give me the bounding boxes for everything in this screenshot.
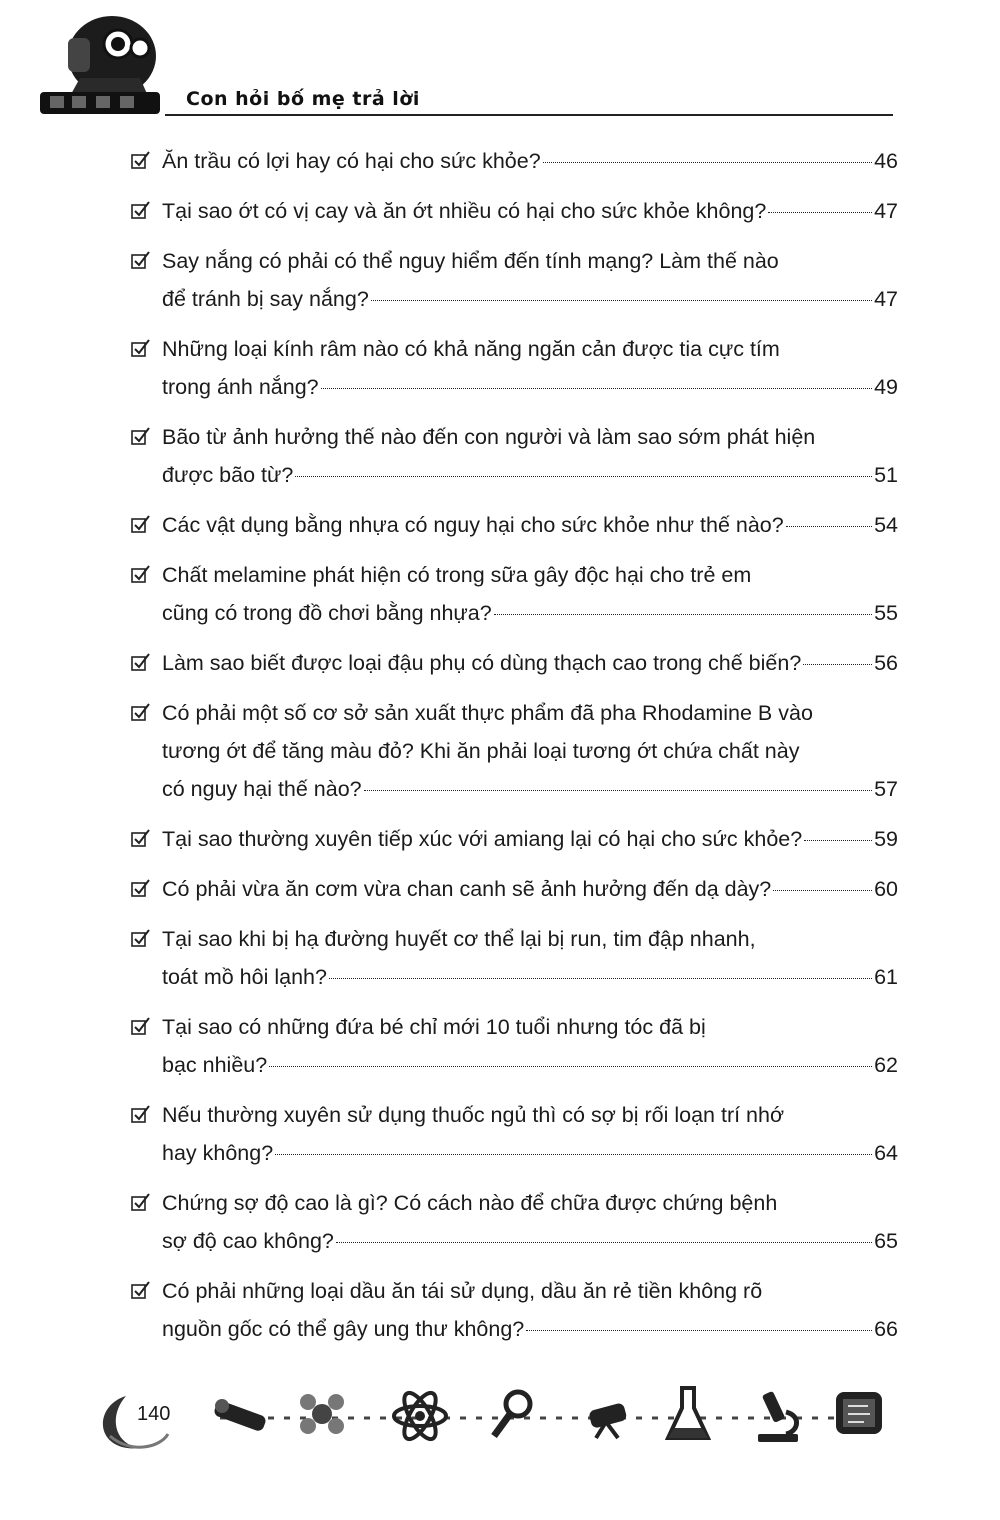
toc-page-number: 55 xyxy=(874,601,898,625)
toc-entry-line: Tại sao thường xuyên tiếp xúc với amiang lại có hại cho sức khỏe? xyxy=(162,827,803,851)
toc-entry-line: Làm sao biết được loại đậu phụ có dùng thạch cao trong chế biến? xyxy=(162,651,802,675)
magnifier-icon xyxy=(494,1392,530,1436)
toc-page-number: 59 xyxy=(874,827,898,851)
checkbox-checked-icon xyxy=(130,648,152,674)
toc-entry xyxy=(130,1272,898,1348)
toc-page-number: 47 xyxy=(874,287,898,311)
toc-entry-line: để tránh bị say nắng? xyxy=(162,287,369,311)
toc-entry xyxy=(130,506,898,544)
checkbox-checked-icon xyxy=(130,246,152,272)
checkbox-checked-icon xyxy=(130,824,152,850)
dot-leader xyxy=(364,790,872,791)
toc-entry xyxy=(130,1096,898,1172)
header-rule xyxy=(165,114,893,116)
toc-entry xyxy=(130,1008,898,1084)
toc-entry xyxy=(130,870,898,908)
dot-leader xyxy=(803,664,872,665)
toc-entry-line: trong ánh nắng? xyxy=(162,375,319,399)
toc-entry xyxy=(130,192,898,230)
satellite-icon xyxy=(213,1399,267,1432)
header-illustration xyxy=(40,8,170,118)
toc-entry-line: nguồn gốc có thể gây ung thư không? xyxy=(162,1317,525,1341)
dot-leader xyxy=(494,614,872,615)
dot-leader xyxy=(543,162,872,163)
toc-entry xyxy=(130,644,898,682)
toc-entry-line: bạc nhiều? xyxy=(162,1053,268,1077)
microscope-icon xyxy=(758,1391,798,1442)
toc-entry xyxy=(130,556,898,632)
toc-page-number: 66 xyxy=(874,1317,898,1341)
toc-entry xyxy=(130,242,898,318)
toc-page-number: 60 xyxy=(874,877,898,901)
toc-entry-line: Bão từ ảnh hưởng thế nào đến con người và làm sao sớm phát hiện xyxy=(162,425,816,449)
table-of-contents xyxy=(130,142,898,1360)
dot-leader xyxy=(786,526,872,527)
checkbox-checked-icon xyxy=(130,422,152,448)
toc-page-number: 65 xyxy=(874,1229,898,1253)
telescope-icon xyxy=(588,1402,627,1438)
toc-entry xyxy=(130,1184,898,1260)
checkbox-checked-icon xyxy=(130,1012,152,1038)
toc-entry-line: Những loại kính râm nào có khả năng ngăn cản được tia cực tím xyxy=(162,337,780,361)
checkbox-checked-icon xyxy=(130,510,152,536)
toc-page-number: 61 xyxy=(874,965,898,989)
dot-leader xyxy=(371,300,872,301)
checkbox-checked-icon xyxy=(130,1276,152,1302)
toc-entry-line: Có phải những loại dầu ăn tái sử dụng, dầu ăn rẻ tiền không rõ xyxy=(162,1279,763,1303)
toc-page-number: 64 xyxy=(874,1141,898,1165)
toc-entry xyxy=(130,330,898,406)
toc-entry xyxy=(130,418,898,494)
toc-entry-line: Nếu thường xuyên sử dụng thuốc ngủ thì có sợ bị rối loạn trí nhớ xyxy=(162,1103,785,1127)
toc-page-number: 47 xyxy=(874,199,898,223)
checkbox-checked-icon xyxy=(130,1188,152,1214)
molecule-icon xyxy=(300,1394,344,1434)
checkbox-checked-icon xyxy=(130,334,152,360)
toc-entry-line: Chất melamine phát hiện có trong sữa gây độc hại cho trẻ em xyxy=(162,563,752,587)
toc-page-number: 51 xyxy=(874,463,898,487)
flask-icon xyxy=(668,1388,708,1438)
toc-entry-line: toát mồ hôi lạnh? xyxy=(162,965,327,989)
toc-entry-line: sợ độ cao không? xyxy=(162,1229,334,1253)
dot-leader xyxy=(773,890,872,891)
atom-icon xyxy=(394,1388,446,1443)
checkbox-checked-icon xyxy=(130,924,152,950)
dot-leader xyxy=(269,1066,872,1067)
toc-entry-line: Có phải vừa ăn cơm vừa chan canh sẽ ảnh hưởng đến dạ dày? xyxy=(162,877,772,901)
toc-entry-line: Tại sao có những đứa bé chỉ mới 10 tuổi nhưng tóc đã bị xyxy=(162,1015,706,1039)
toc-entry xyxy=(130,820,898,858)
toc-entry-line: cũng có trong đồ chơi bằng nhựa? xyxy=(162,601,492,625)
toc-entry-line: Tại sao ớt có vị cay và ăn ớt nhiều có hại cho sức khỏe không? xyxy=(162,199,767,223)
dot-leader xyxy=(768,212,872,213)
toc-entry-line: Có phải một số cơ sở sản xuất thực phẩm đã pha Rhodamine B vào xyxy=(162,701,813,725)
checkbox-checked-icon xyxy=(130,146,152,172)
footer-science-icons xyxy=(200,1380,900,1450)
toc-entry xyxy=(130,142,898,180)
toc-page-number: 49 xyxy=(874,375,898,399)
toc-entry-line: Say nắng có phải có thể nguy hiểm đến tính mạng? Làm thế nào xyxy=(162,249,779,273)
checkbox-checked-icon xyxy=(130,1100,152,1126)
toc-entry-line: hay không? xyxy=(162,1141,274,1165)
checkbox-checked-icon xyxy=(130,698,152,724)
toc-entry xyxy=(130,694,898,808)
toc-page-number: 62 xyxy=(874,1053,898,1077)
dot-leader xyxy=(336,1242,872,1243)
chalkboard-icon xyxy=(836,1392,882,1434)
toc-page-number: 57 xyxy=(874,777,898,801)
dot-leader xyxy=(275,1154,872,1155)
toc-entry-line: được bão từ? xyxy=(162,463,294,487)
dot-leader xyxy=(321,388,872,389)
toc-entry-line: Ăn trầu có lợi hay có hại cho sức khỏe? xyxy=(162,149,541,173)
checkbox-checked-icon xyxy=(130,196,152,222)
dot-leader xyxy=(329,978,872,979)
toc-entry-line: có nguy hại thế nào? xyxy=(162,777,362,801)
toc-entry-line: Tại sao khi bị hạ đường huyết cơ thể lại bị run, tim đập nhanh, xyxy=(162,927,756,951)
checkbox-checked-icon xyxy=(130,560,152,586)
dot-leader xyxy=(295,476,872,477)
page-number: 140 xyxy=(137,1403,171,1425)
dot-leader xyxy=(804,840,872,841)
toc-entry-line: tương ớt để tăng màu đỏ? Khi ăn phải loại tương ớt chứa chất này xyxy=(162,739,800,763)
toc-page-number: 56 xyxy=(874,651,898,675)
toc-entry-line: Các vật dụng bằng nhựa có nguy hại cho sức khỏe như thế nào? xyxy=(162,513,784,537)
checkbox-checked-icon xyxy=(130,874,152,900)
toc-entry xyxy=(130,920,898,996)
toc-entry-line: Chứng sợ độ cao là gì? Có cách nào để chữa được chứng bệnh xyxy=(162,1191,778,1215)
dot-leader xyxy=(526,1330,872,1331)
toc-page-number: 46 xyxy=(874,149,898,173)
running-header-title: Con hỏi bố mẹ trả lời xyxy=(186,88,420,110)
toc-page-number: 54 xyxy=(874,513,898,537)
